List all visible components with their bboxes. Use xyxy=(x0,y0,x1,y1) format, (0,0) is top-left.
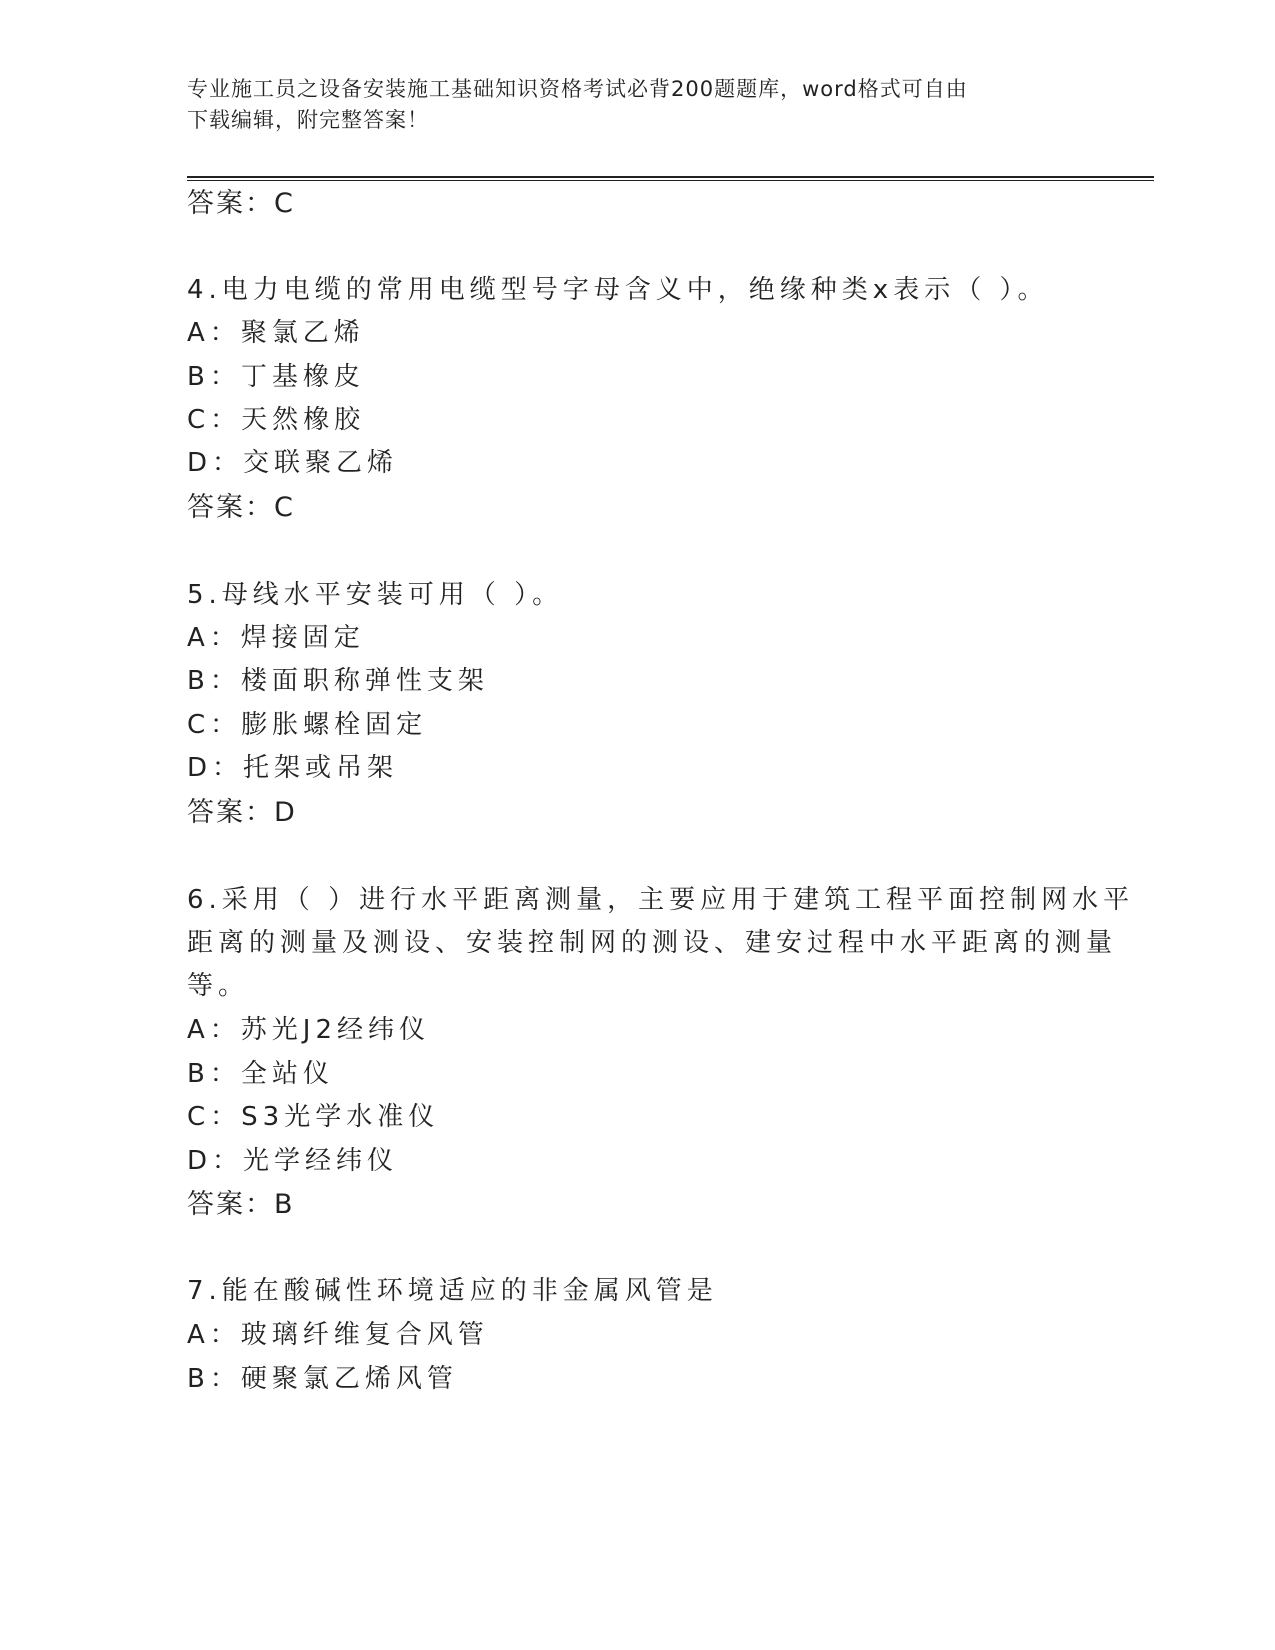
header-divider xyxy=(187,176,1154,181)
question-6-option-a: A：苏光J2经纬仪 xyxy=(187,1015,430,1045)
question-6-option-b: B：全站仪 xyxy=(187,1059,334,1089)
question-4-option-b: B：丁基橡皮 xyxy=(187,362,365,392)
question-5-option-b: B：楼面职称弹性支架 xyxy=(187,666,489,696)
question-7-option-b: B：硬聚氯乙烯风管 xyxy=(187,1364,458,1394)
question-4-stem: 4.电力电缆的常用电缆型号字母含义中，绝缘种类x表示（ ）。 xyxy=(187,275,1049,305)
question-4-option-a: A：聚氯乙烯 xyxy=(187,318,365,348)
question-6-stem-line-1: 6.采用（ ）进行水平距离测量，主要应用于建筑工程平面控制网水平 xyxy=(187,885,1135,915)
question-5-option-c: C：膨胀螺栓固定 xyxy=(187,710,428,740)
document-header xyxy=(187,74,1067,136)
question-6-option-c: C：S3光学水准仪 xyxy=(187,1102,440,1132)
question-4-option-c: C：天然橡胶 xyxy=(187,405,366,435)
question-6-stem-line-3: 等。 xyxy=(187,971,250,1001)
question-5-stem: 5.母线水平安装可用（ ）。 xyxy=(187,580,564,610)
question-6-option-d: D：光学经纬仪 xyxy=(187,1146,399,1176)
question-7-option-a: A：玻璃纤维复合风管 xyxy=(187,1320,489,1350)
question-5-option-a: A：焊接固定 xyxy=(187,623,365,653)
answer-q4: 答案：C xyxy=(187,492,295,523)
question-5-option-d: D：托架或吊架 xyxy=(187,753,399,783)
answer-q3: 答案：C xyxy=(187,188,295,219)
answer-q5: 答案：D xyxy=(187,797,297,828)
header-line-1: 专业施工员之设备安装施工基础知识资格考试必背200题题库，word格式可自由 xyxy=(187,77,968,101)
question-7-stem: 7.能在酸碱性环境适应的非金属风管是 xyxy=(187,1276,718,1306)
question-4-option-d: D：交联聚乙烯 xyxy=(187,448,399,478)
header-line-2: 下载编辑，附完整答案！ xyxy=(187,108,429,132)
answer-q6: 答案：B xyxy=(187,1189,295,1220)
question-6-stem-line-2: 距离的测量及测设、安装控制网的测设、建安过程中水平距离的测量 xyxy=(187,928,1118,958)
